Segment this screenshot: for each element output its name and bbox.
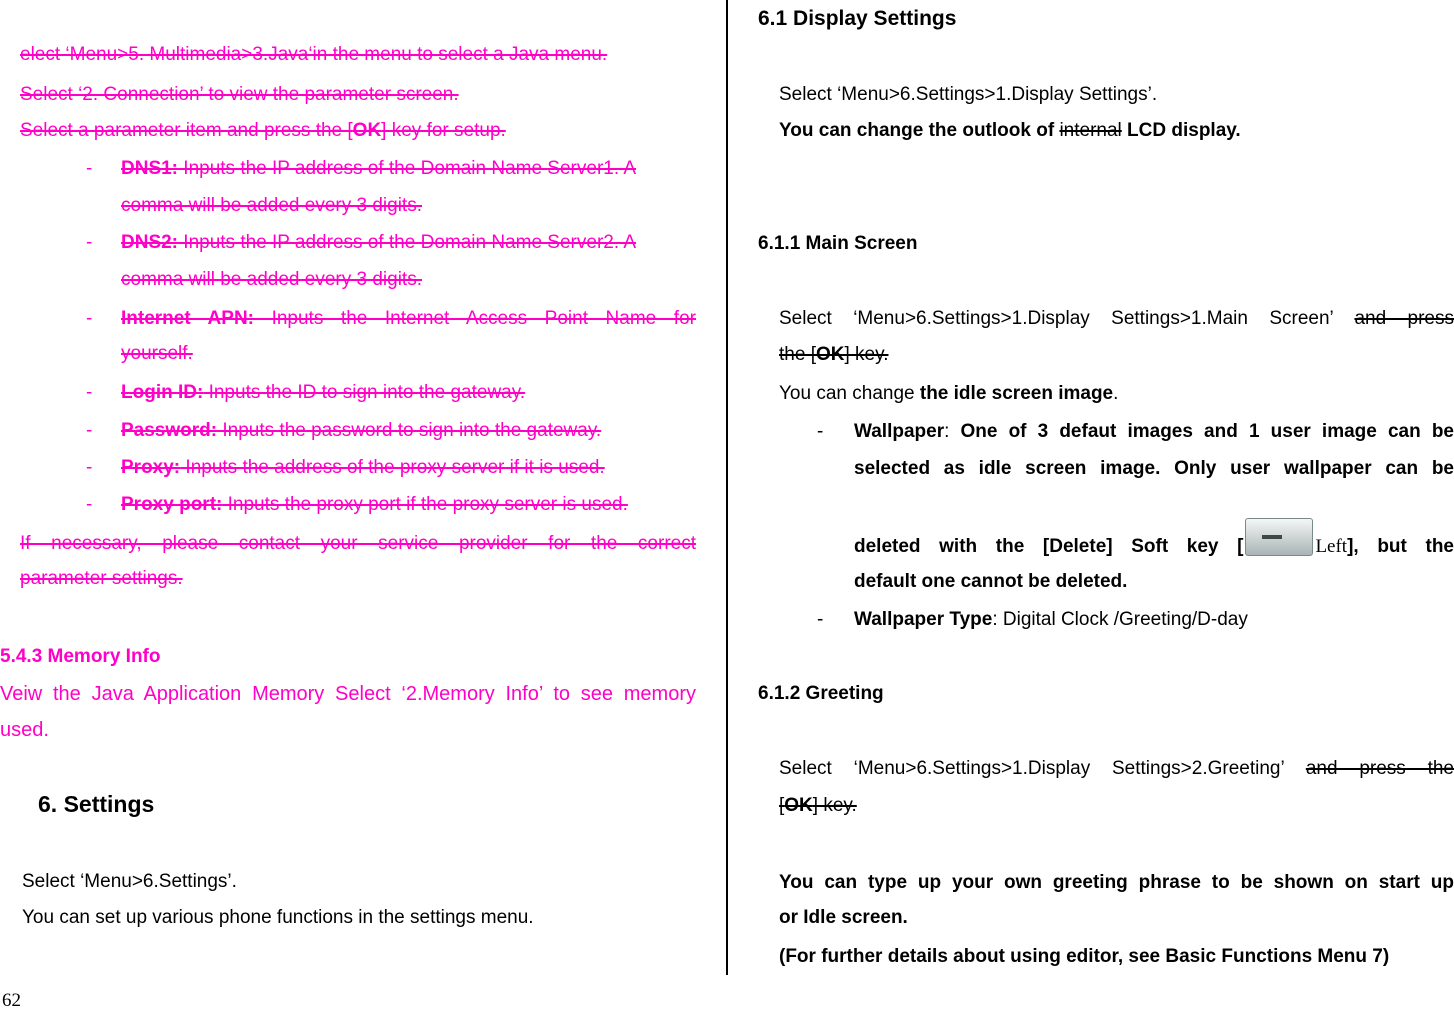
wallpaper-line-4: default one cannot be deleted. xyxy=(854,571,1128,592)
page-number: 62 xyxy=(2,990,21,1011)
settings-heading: 6. Settings xyxy=(38,791,155,817)
necessary-line: If necessary, please contact your service provider for the correct xyxy=(20,533,696,554)
settings-desc-line: You can set up various phone functions in the settings menu. xyxy=(22,907,534,928)
connection-line: Select ‘2. Connection’ to view the parameter screen. xyxy=(20,84,459,105)
wallpaper-type-dash: - xyxy=(817,609,824,630)
list-item-apn-cont: yourself. xyxy=(121,343,193,364)
list-item-proxy-port: - Proxy port: Inputs the proxy port if the proxy server is used. xyxy=(86,494,628,515)
greeting-line: Select ‘Menu>6.Settings>1.Display Settings>2.Greeting’ and press the xyxy=(779,758,1454,779)
greeting-editor-note: (For further details about using editor, see Basic Functions Menu 7) xyxy=(779,946,1390,967)
main-screen-line-cont: the [OK] key. xyxy=(779,344,889,365)
soft-key-label: Left xyxy=(1315,536,1348,557)
greeting-heading: 6.1.2 Greeting xyxy=(758,683,884,704)
memory-info-heading: 5.4.3 Memory Info xyxy=(0,646,161,667)
necessary-line-cont: parameter settings. xyxy=(20,568,183,589)
main-screen-line: Select ‘Menu>6.Settings>1.Display Settings>1.Main Screen’ and press xyxy=(779,308,1454,329)
wallpaper-line: Wallpaper: One of 3 defaut images and 1 user image can be xyxy=(854,421,1454,442)
right-column xyxy=(756,0,1454,975)
wallpaper-line-2: selected as idle screen image. Only user wallpaper can be xyxy=(854,458,1454,479)
list-item-proxy: - Proxy: Inputs the address of the proxy server if it is used. xyxy=(86,457,605,478)
settings-intro-line: Select ‘Menu>6.Settings’. xyxy=(22,871,237,892)
list-item-password: - Password: Inputs the password to sign into the gateway. xyxy=(86,420,602,441)
list-item-dns2-cont: comma will be added every 3 digits. xyxy=(121,269,422,290)
soft-key-icon xyxy=(1245,518,1313,556)
main-screen-heading: 6.1.1 Main Screen xyxy=(758,233,918,254)
display-settings-heading: 6.1 Display Settings xyxy=(758,7,957,30)
display-settings-line: Select ‘Menu>6.Settings>1.Display Settings’. xyxy=(779,84,1158,105)
list-item-dns1: - DNS1: Inputs the IP address of the Domain Name Server1. A xyxy=(86,158,637,179)
list-item-login: - Login ID: Inputs the ID to sign into the gateway. xyxy=(86,382,526,403)
list-item-dns1-cont: comma will be added every 3 digits. xyxy=(121,195,422,216)
greeting-line-cont: [OK] key. xyxy=(779,795,857,816)
list-item-dns2: - DNS2: Inputs the IP address of the Domain Name Server2. A xyxy=(86,232,637,253)
left-column xyxy=(0,0,700,975)
wallpaper-dash: - xyxy=(817,421,824,442)
memory-info-line: Veiw the Java Application Memory Select ‘2.Memory Info’ to see memory xyxy=(0,683,696,705)
wallpaper-line-3: deleted with the [Delete] Soft key [ Left], but the xyxy=(854,518,1454,565)
parameter-line: Select a parameter item and press the [OK] key for setup. xyxy=(20,120,506,141)
java-menu-line: elect ‘Menu>5. Multimedia>3.Java‘in the menu to select a Java menu. xyxy=(20,44,608,65)
wallpaper-type-line: Wallpaper Type: Digital Clock /Greeting/D-day xyxy=(854,609,1248,630)
greeting-desc-line: You can type up your own greeting phrase to be shown on start up xyxy=(779,872,1454,893)
greeting-desc-line-2: or Idle screen. xyxy=(779,907,908,928)
display-outlook-line: You can change the outlook of internal LCD display. xyxy=(779,120,1241,141)
column-divider xyxy=(726,0,728,975)
main-screen-change-line: You can change the idle screen image. xyxy=(779,383,1119,404)
memory-info-line-cont: used. xyxy=(0,719,49,741)
list-item-apn: - Internet APN: Inputs the Internet Access Point Name for xyxy=(86,308,696,329)
